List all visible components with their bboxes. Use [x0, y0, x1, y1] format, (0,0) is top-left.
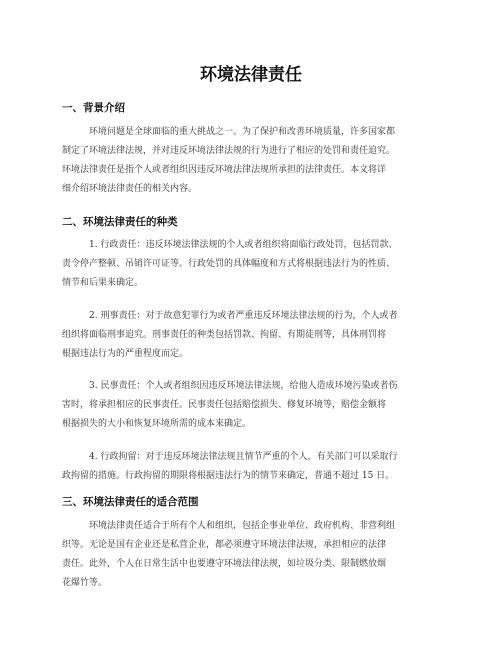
- paragraph-line: 花爆竹等。: [62, 578, 108, 588]
- paragraph-line: 政拘留的措施。行政拘留的期限将根据违法行为的情节来确定，普通不超过 15 日。: [62, 471, 395, 481]
- paragraph-line: 细介绍环境法律责任的相关内容。: [62, 184, 198, 194]
- paragraph-line: 2. 刑事责任：对于故意犯罪行为或者严重违反环境法律法规的行为，个人或者: [89, 311, 398, 321]
- paragraph-line: 根据违法行为的严重程度而定。: [62, 349, 189, 359]
- paragraph-line: 环境法律责任适合于所有个人和组织，包括企事业单位、政府机构、非营利组: [89, 521, 396, 531]
- paragraph-line: 害时，将承担相应的民事责任。民事责任包括赔偿损失、修复环境等，赔偿金额将: [62, 400, 387, 410]
- paragraph-detention: [62, 448, 438, 486]
- section-heading-types: 二、环境法律责任的种类: [62, 216, 178, 228]
- paragraph-line: 4. 行政拘留：对于违反环境法律法规且情节严重的个人，有关部门可以采取行: [89, 452, 398, 462]
- paragraph-civil: [62, 377, 438, 434]
- paragraph-administrative: [62, 236, 438, 293]
- paragraph-line: 根据损失的大小和恢复环境所需的成本来确定。: [62, 419, 252, 429]
- paragraph-line: 环境法律责任是指个人或者组织因违反环境法律法规所承担的法律责任。本文将详: [62, 165, 387, 175]
- paragraph-line: 责任。此外，个人在日常生活中也要遵守环境法律法规，如垃圾分类、限制燃放烟: [62, 559, 387, 569]
- paragraph-line: 织等。无论是国有企业还是私营企业，都必须遵守环境法律法规，承担相应的法律: [62, 540, 387, 550]
- paragraph-scope: [62, 517, 438, 593]
- paragraph-line: 1. 行政责任：违反环境法律法规的个人或者组织将面临行政处罚，包括罚款、: [89, 240, 398, 250]
- paragraph-criminal: [62, 307, 438, 364]
- paragraph-line: 3. 民事责任：个人或者组织因违反环境法律法规，给他人造成环境污染或者伤: [89, 381, 398, 391]
- section-heading-background: 一、背景介绍: [62, 102, 125, 114]
- paragraph-line: 环境问题是全球面临的重大挑战之一。为了保护和改善环境质量，许多国家都: [89, 127, 396, 137]
- paragraph-line: 责令停产整顿、吊销许可证等。行政处罚的具体幅度和方式将根据违法行为的性质、: [62, 259, 396, 269]
- paragraph-line: 情节和后果来确定。: [62, 278, 144, 288]
- paragraph-line: 制定了环境法律法规，并对违反环境法律法规的行为进行了相应的处罚和责任追究。: [62, 146, 396, 156]
- paragraph-line: 组织将面临刑事追究。刑事责任的种类包括罚款、拘留、有期徒刑等，具体刑罚将: [62, 330, 387, 340]
- paragraph-background: [62, 123, 438, 199]
- section-heading-scope: 三、环境法律责任的适合范围: [62, 496, 199, 508]
- document-title: 环境法律责任: [200, 65, 302, 85]
